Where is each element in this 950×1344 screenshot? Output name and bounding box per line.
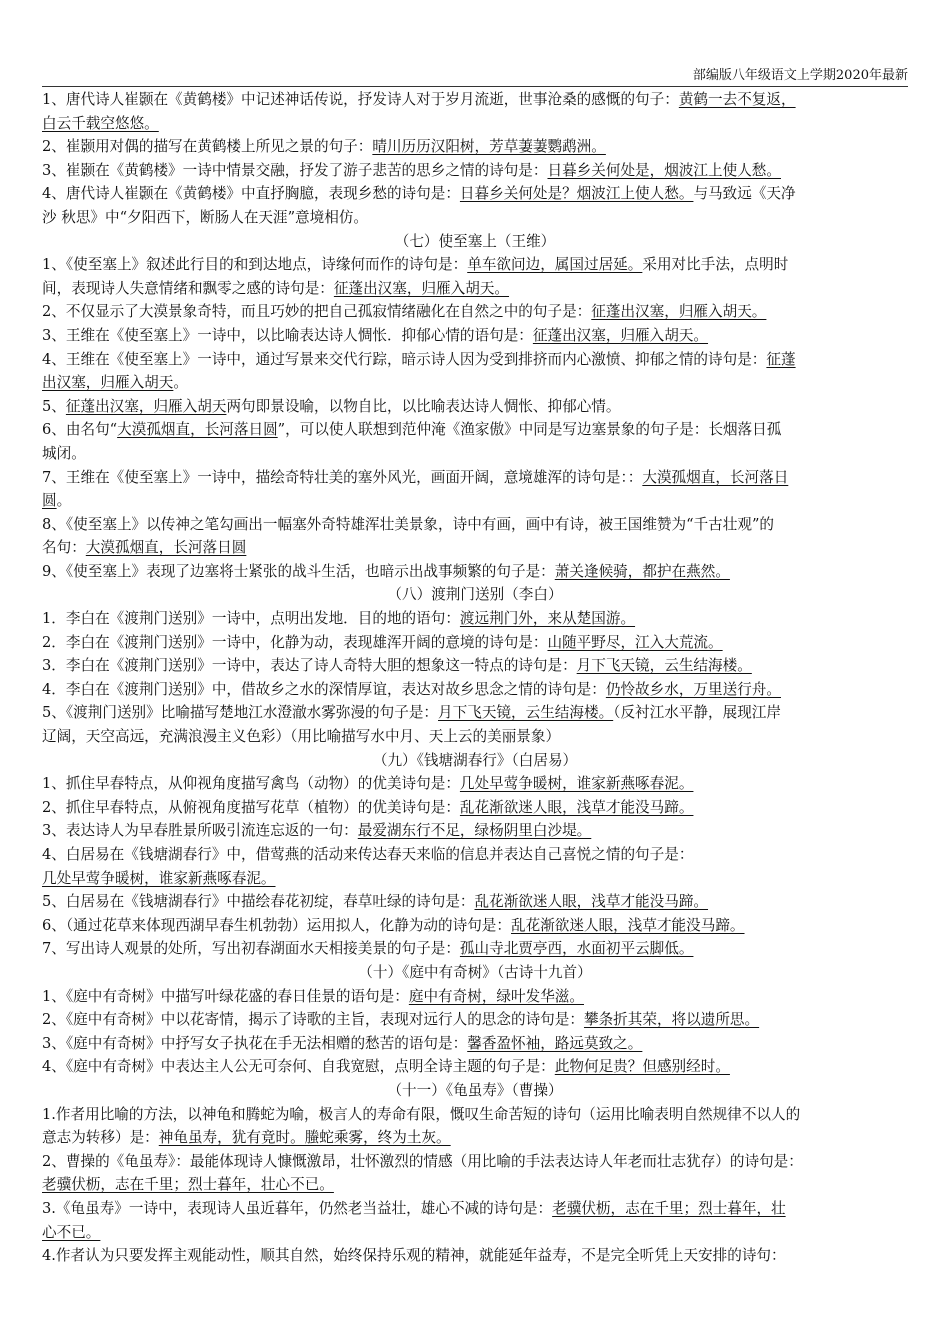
line-text: （十）《庭中有奇树》（古诗十九首） <box>358 963 592 981</box>
section-title <box>42 583 908 607</box>
line-text: （十一）《龟虽寿》（曹操） <box>387 1081 563 1099</box>
text-line <box>42 1221 908 1245</box>
answer-text: 征蓬出汉塞，归雁入胡天。 <box>333 279 510 297</box>
text-line <box>42 1126 908 1150</box>
line-text: 4、白居易在《钱塘湖春行》中，借莺燕的活动来传达春天来临的信息并表达自己喜悦之情的句子是： <box>42 846 694 863</box>
line-text: （八）渡荆门送别（李白） <box>387 586 563 604</box>
line-text: 7、王维在《使至塞上》一诗中，描绘奇特壮美的塞外风光，画面开阔，意境雄浑的诗句是：： <box>42 468 643 486</box>
line-text: 2、崔颢用对偶的描写在黄鹤楼上所见之景的句子： <box>42 138 373 156</box>
line-text: 名句： <box>42 539 86 557</box>
line-text: 两句即景设喻，以物自比，以比喻表达诗人惆怅、抑郁心情。 <box>226 397 621 415</box>
line-text: 与马致远《天净 <box>693 185 796 203</box>
section-title <box>42 961 908 985</box>
answer-text: 乱花渐欲迷人眼，浅草才能没马蹄。 <box>511 916 745 934</box>
line-text: 1、《庭中有奇树》中描写叶绿花盛的春日佳景的语句是： <box>42 987 409 1005</box>
text-line <box>42 678 908 702</box>
line-text: 4.作者认为只要发挥主观能动性，顺其自然，始终保持乐观的精神，就能延年益寿，不是完全听凭上天安排的诗句： <box>42 1247 786 1265</box>
answer-text: 攀条折其荣，将以遗所思。 <box>583 1011 760 1029</box>
line-text: 3、《庭中有奇树》中抒写女子执花在手无法相赠的愁苦的语句是： <box>42 1034 468 1052</box>
text-line <box>42 631 908 655</box>
text-line <box>42 348 908 372</box>
text-line <box>42 985 908 1009</box>
line-text: 1.作者用比喻的方法，以神龟和腾蛇为喻，极言人的寿命有限，慨叹生命苦短的诗句（运用比喻表明自然规律不以人的 <box>42 1105 801 1123</box>
line-text: 3．李白在《渡荆门送别》一诗中，表达了诗人奇特大胆的想象这一特点的诗句是： <box>42 657 577 675</box>
text-line <box>42 1055 908 1079</box>
text-line <box>42 560 908 584</box>
text-line <box>42 253 908 277</box>
answer-text: 孤山寺北贾亭西，水面初平云脚低。 <box>459 940 694 958</box>
line-text: 1．李白在《渡荆门送别》一诗中，点明出发地．目的地的语句： <box>42 610 460 628</box>
line-text: （反衬江水平静，展现江岸 <box>613 704 781 722</box>
line-text: 8、《使至塞上》以传神之笔勾画出一幅塞外奇特雄浑壮美景象，诗中有画，画中有诗，被王国维赞为“千古壮观”的 <box>42 515 775 533</box>
text-line <box>42 112 908 136</box>
answer-text: 乱花渐欲迷人眼，浅草才能没马蹄。 <box>459 798 694 816</box>
line-text: 4、唐代诗人崔颢在《黄鹤楼》中直抒胸臆，表现乡愁的诗句是： <box>42 185 460 203</box>
text-line <box>42 1244 908 1268</box>
answer-text: 征蓬出汉塞，归雁入胡天。 <box>591 303 767 321</box>
text-line <box>42 88 908 112</box>
text-line <box>42 371 908 395</box>
line-text: 7、写出诗人观景的处所，写出初春湖面水天相接美景的句子是： <box>42 940 460 958</box>
line-text: 3.《龟虽寿》一诗中，表现诗人虽近暮年，仍然老当益壮，雄心不减的诗句是： <box>42 1199 553 1217</box>
section-title <box>42 749 908 773</box>
text-line <box>42 796 908 820</box>
text-line <box>42 182 908 206</box>
text-line <box>42 1150 908 1174</box>
text-line <box>42 867 908 891</box>
text-line <box>42 607 908 631</box>
answer-text: 此物何足贵？但感别经时。 <box>554 1058 730 1076</box>
text-line <box>42 937 908 961</box>
line-text: 3、王维在《使至塞上》一诗中，以比喻表达诗人惆怅．抑郁心情的语句是： <box>42 326 533 344</box>
line-text: 辽阔，天空高远，充满浪漫主义色彩）（用比喻描写水中月、天上云的美丽景象） <box>42 728 561 746</box>
line-text: 2、曹操的《龟虽寿》：最能体现诗人慷慨激昂，壮怀激烈的情感（用比喻的手法表达诗人年老而壮志犹存）的诗句是： <box>42 1152 803 1170</box>
line-text: 2、不仅显示了大漠景象奇特，而且巧妙的把自己孤寂情绪融化在自然之中的句子是： <box>42 303 592 321</box>
section-title <box>42 230 908 254</box>
answer-text: 仍怜故乡水，万里送行舟。 <box>605 680 781 698</box>
line-text: 6、（通过花草来体现西湖早春生机勃勃）运用拟人，化静为动的诗句是： <box>42 916 511 934</box>
line-text: 1、唐代诗人崔颢在《黄鹤楼》中记述神话传说，抒发诗人对于岁月流逝，世事沧桑的感慨的句子： <box>42 91 679 108</box>
text-line <box>42 277 908 301</box>
line-text: 。 <box>173 374 188 392</box>
answer-text: 月下飞天镜，云生结海楼。 <box>576 657 752 675</box>
text-line <box>42 466 908 490</box>
line-text: 9、《使至塞上》表现了边塞将士紧张的战斗生活，也暗示出战事频繁的句子是： <box>42 562 555 580</box>
line-text: 间，表现诗人失意情绪和飘零之感的诗句是： <box>42 279 334 297</box>
text-line <box>42 914 908 938</box>
line-text: 1、《使至塞上》叙述此行目的和到达地点，诗缘何而作的诗句是： <box>42 256 468 274</box>
text-line <box>42 418 908 442</box>
text-line <box>42 159 908 183</box>
text-line <box>42 206 908 230</box>
line-text: 城闭。 <box>42 444 86 462</box>
answer-text: 神龟虽寿，犹有竟时。螣蛇乘雾，终为土灰。 <box>158 1129 451 1147</box>
line-text: 。 <box>56 492 72 510</box>
line-text: 3、崔颢在《黄鹤楼》一诗中情景交融，抒发了游子悲苦的思乡之情的诗句是： <box>42 161 548 179</box>
line-text: 2．李白在《渡荆门送别》一诗中，化静为动，表现雄浑开阔的意境的诗句是： <box>42 633 548 651</box>
text-line <box>42 489 908 513</box>
answer-text: 日暮乡关何处是，烟波江上使人愁。 <box>547 161 781 179</box>
line-text: 5、 <box>42 397 66 415</box>
answer-text: 庭中有奇树，绿叶发华滋。 <box>408 987 584 1005</box>
answer-text: 晴川历历汉阳树，芳草萋萋鹦鹉洲。 <box>372 138 606 156</box>
answer-text: 出汉塞，归雁入胡天 <box>42 374 174 392</box>
line-text: 4．李白在《渡荆门送别》中，借故乡之水的深情厚谊，表达对故乡思念之情的诗句是： <box>42 680 606 698</box>
line-text: （七）使至塞上（王维） <box>394 232 556 250</box>
line-text: 2、抓住早春特点，从俯视角度描写花草（植物）的优美诗句是： <box>42 798 460 816</box>
text-line <box>42 536 908 560</box>
text-line <box>42 725 908 749</box>
text-line <box>42 1197 908 1221</box>
text-line <box>42 135 908 159</box>
answer-text: 几处早莺争暖树，谁家新燕啄春泥。 <box>459 775 694 793</box>
answer-text: 馨香盈怀袖，路远莫致之。 <box>467 1034 643 1052</box>
text-line <box>42 324 908 348</box>
line-text: 4、《庭中有奇树》中表达主人公无可奈何、自我宽慰，点明全诗主题的句子是： <box>42 1058 555 1076</box>
text-line <box>42 442 908 466</box>
text-line <box>42 890 908 914</box>
answer-text: 征蓬出汉塞，归雁入胡天。 <box>532 326 709 344</box>
text-line <box>42 819 908 843</box>
answer-text: 白云千载空悠悠。 <box>42 114 159 132</box>
line-text: 2、《庭中有奇树》中以花寄情，揭示了诗歌的主旨，表现对远行人的思念的诗句是： <box>42 1011 584 1029</box>
answer-text: 最爱湖东行不足，绿杨阴里白沙堤。 <box>357 822 592 840</box>
answer-text: 乱花渐欲迷人眼，浅草才能没马蹄。 <box>474 893 709 911</box>
text-line <box>42 772 908 796</box>
section-title <box>42 1079 908 1103</box>
text-line <box>42 843 908 867</box>
answer-text: 月下飞天镜，云生结海楼。 <box>438 704 614 722</box>
line-text: ”，可以使人联想到范仲淹《渔家傲》中同是写边塞景象的句子是：长烟落日孤 <box>277 421 782 439</box>
answer-text: 日暮乡关何处是？烟波江上使人愁。 <box>459 185 694 203</box>
text-line <box>42 1032 908 1056</box>
answer-text: 心不已。 <box>42 1223 101 1241</box>
answer-text: 渡远荆门外，来从楚国游。 <box>459 610 636 628</box>
line-text: 3、表达诗人为早春胜景所吸引流连忘返的一句： <box>42 822 358 840</box>
text-line <box>42 300 908 324</box>
answer-text: 大漠孤烟直，长河落日圆 <box>117 421 278 439</box>
text-line <box>42 513 908 537</box>
answer-text: 黄鹤一去不复返， <box>678 91 796 108</box>
text-line <box>42 1103 908 1127</box>
answer-text: 大漠孤烟直，长河落日 <box>642 468 789 486</box>
line-text: 采用对比手法，点明时 <box>642 256 789 274</box>
answer-text: 老骥伏枥，志在千里；烈士暮年，壮心不已。 <box>42 1176 334 1194</box>
answer-text: 单车欲问边，属国过居延。 <box>467 256 643 274</box>
line-text: 1、抓住早春特点，从仰视角度描写禽鸟（动物）的优美诗句是： <box>42 775 460 793</box>
text-line <box>42 1008 908 1032</box>
line-text: 沙 秋思》中“夕阳西下，断肠人在天涯”意境相仿。 <box>42 208 369 226</box>
page-header: 部编版八年级语文上学期2020年最新 <box>42 66 908 87</box>
text-line <box>42 395 908 419</box>
answer-text: 萧关逢候骑，都护在燕然。 <box>554 562 730 580</box>
line-text: （九）《钱塘湖春行》（白居易） <box>372 751 578 769</box>
line-text: 5、白居易在《钱塘湖春行》中描绘春花初绽，春草吐绿的诗句是： <box>42 893 475 911</box>
answer-text: 大漠孤烟直，长河落日圆 <box>85 539 247 557</box>
line-text: 4、王维在《使至塞上》一诗中，通过写景来交代行踪，暗示诗人因为受到排挤而内心激愤、抑郁之情的诗句是： <box>42 350 767 368</box>
line-text: 6、由名句“ <box>42 421 118 439</box>
answer-text: 老骥伏枥，志在千里；烈士暮年，壮 <box>552 1199 786 1217</box>
text-line <box>42 654 908 678</box>
answer-text: 征蓬 <box>766 350 796 368</box>
answer-text: 山随平野尽，江入大荒流。 <box>547 633 723 651</box>
line-text: 意志为转移）是： <box>42 1129 159 1147</box>
text-line <box>42 701 908 725</box>
answer-text: 圆 <box>42 492 57 510</box>
answer-text: 征蓬出汉塞，归雁入胡天 <box>65 397 227 415</box>
answer-text: 几处早莺争暖树，谁家新燕啄春泥。 <box>42 869 276 887</box>
text-line <box>42 1173 908 1197</box>
document-body <box>42 88 908 1268</box>
line-text: 5、《渡荆门送别》比喻描写楚地江水澄澈水雾弥漫的句子是： <box>42 704 439 722</box>
